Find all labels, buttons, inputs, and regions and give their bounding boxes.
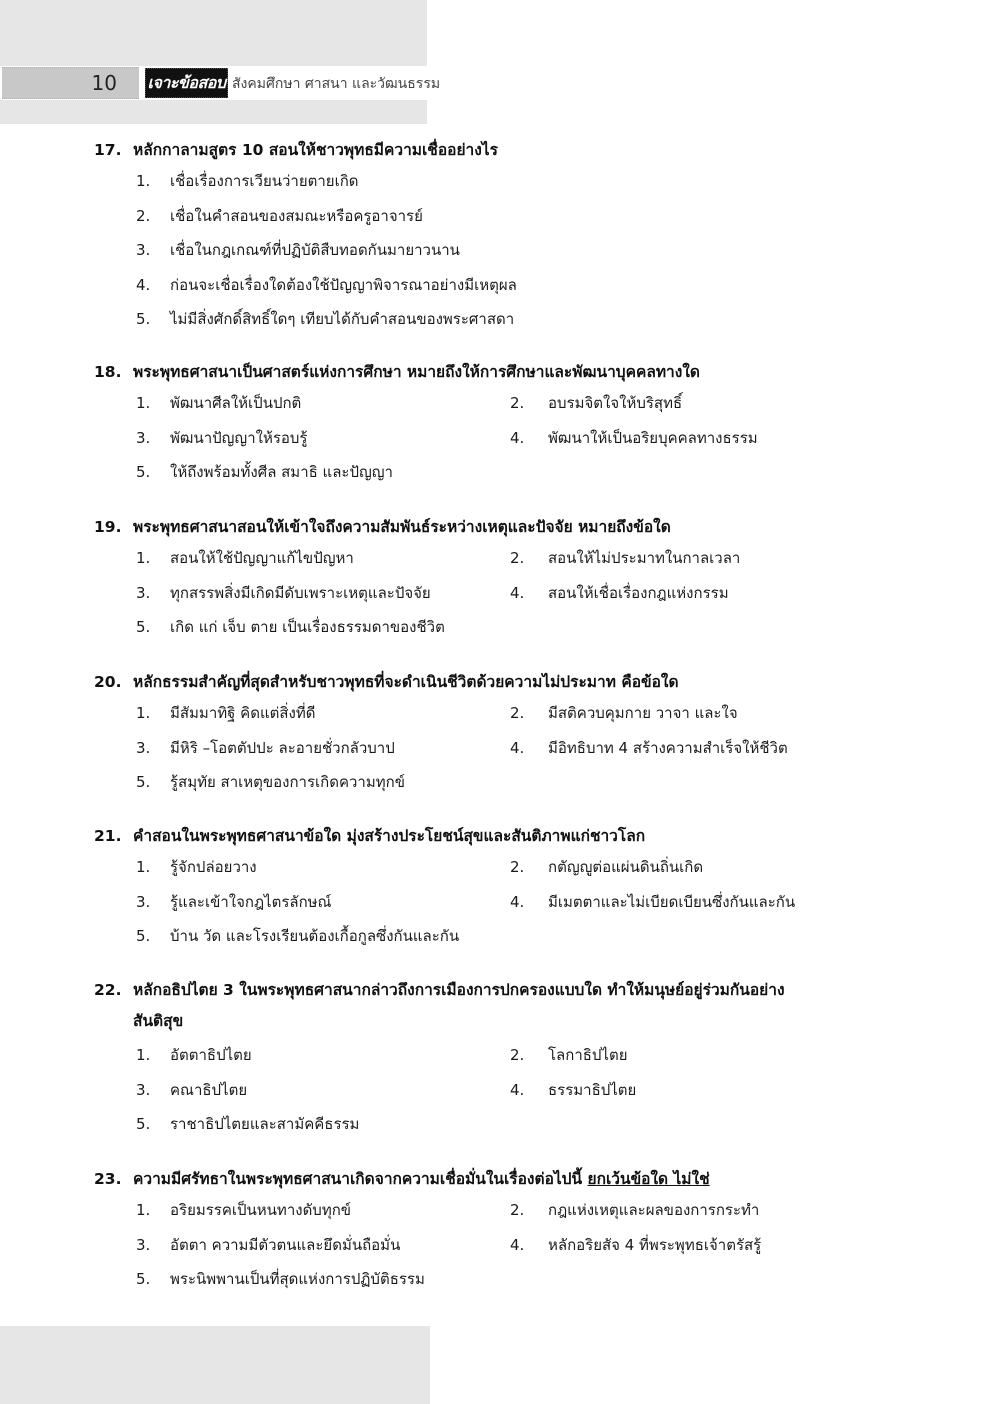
option-row — [0, 541, 992, 576]
option-row — [0, 919, 992, 954]
option-text: สอนให้เชื่อเรื่องกฎแห่งกรรม — [548, 583, 729, 602]
option-text: อบรมจิตใจให้บริสุทธิ์ — [548, 394, 683, 412]
option-number: 3. — [136, 1235, 151, 1254]
question-text: หลักธรรมสำคัญที่สุดสำหรับชาวพุทธที่จะดำเนินชีวิตด้วยความไม่ประมาท คือข้อใด — [133, 673, 679, 691]
option-text: มีเมตตาและไม่เบียดเบียนซึ่งกันและกัน — [548, 892, 796, 911]
option-text: โลกาธิปไตย — [548, 1046, 628, 1064]
option-text: เชื่อในกฎเกณฑ์ที่ปฏิบัติสืบทอดกันมายาวนาน — [170, 241, 460, 259]
question-21 — [0, 822, 992, 954]
option-row — [0, 233, 992, 268]
option-number: 1. — [136, 1201, 151, 1219]
option-number: 4. — [510, 428, 525, 447]
option-row — [0, 1073, 992, 1108]
option-row — [0, 1038, 992, 1073]
option-row — [0, 455, 992, 490]
question-19 — [0, 513, 992, 645]
option-text: ราชาธิปไตยและสามัคคีธรรม — [170, 1115, 360, 1133]
option-row — [0, 731, 992, 766]
option-row — [0, 1193, 992, 1228]
option-number: 2. — [510, 704, 525, 722]
option-number: 4. — [136, 275, 151, 294]
option-row — [0, 1262, 992, 1297]
option-text: รู้สมุทัย สาเหตุของการเกิดความทุกข์ — [170, 773, 405, 791]
option-text: พัฒนาปัญญาให้รอบรู้ — [170, 428, 308, 447]
option-number: 1. — [136, 1046, 151, 1064]
option-number: 4. — [510, 583, 525, 602]
option-row — [0, 386, 992, 421]
question-number: 18. — [94, 363, 122, 381]
question-number: 19. — [94, 518, 122, 536]
option-row — [0, 302, 992, 337]
option-text: ให้ถึงพร้อมทั้งศีล สมาธิ และปัญญา — [170, 463, 393, 481]
option-number: 4. — [510, 892, 525, 911]
question-stem — [0, 358, 992, 386]
question-text-wrapper — [133, 1165, 710, 1193]
option-row — [0, 199, 992, 234]
page-number: 10 — [2, 67, 139, 99]
option-text: สอนให้ใช้ปัญญาแก้ไขปัญหา — [170, 549, 354, 567]
option-row — [0, 610, 992, 645]
option-row — [0, 696, 992, 731]
option-number: 1. — [136, 172, 151, 190]
question-18 — [0, 358, 992, 490]
question-number: 23. — [94, 1170, 122, 1188]
option-text: ธรรมาธิปไตย — [548, 1080, 637, 1099]
option-row — [0, 1228, 992, 1263]
question-text: ความมีศรัทธาในพระพุทธศาสนาเกิดจากความเชื่อมั่นในเรื่องต่อไปนี้ — [133, 1170, 588, 1188]
option-number: 4. — [510, 738, 525, 757]
option-row — [0, 268, 992, 303]
option-number: 2. — [510, 549, 525, 567]
option-text: อัตตา ความมีตัวตนและยึดมั่นถือมั่น — [170, 1235, 401, 1254]
option-text: อริยมรรคเป็นหนทางดับทุกข์ — [170, 1201, 352, 1219]
option-text: พระนิพพานเป็นที่สุดแห่งการปฏิบัติธรรม — [170, 1270, 425, 1288]
option-number: 2. — [510, 1201, 525, 1219]
option-text: เชื่อเรื่องการเวียนว่ายตายเกิด — [170, 172, 359, 190]
option-text: รู้จักปล่อยวาง — [170, 858, 257, 876]
option-row — [0, 421, 992, 456]
question-stem — [0, 822, 992, 850]
option-text: มีสติควบคุมกาย วาจา และใจ — [548, 704, 738, 722]
option-number: 3. — [136, 738, 151, 757]
option-row — [0, 765, 992, 800]
option-text: ก่อนจะเชื่อเรื่องใดต้องใช้ปัญญาพิจารณาอย่างมีเหตุผล — [170, 275, 517, 294]
question-stem — [0, 136, 992, 164]
option-number: 4. — [510, 1235, 525, 1254]
option-number: 3. — [136, 428, 151, 447]
option-number: 5. — [136, 310, 151, 328]
question-22 — [0, 976, 992, 1142]
option-row — [0, 164, 992, 199]
question-text: หลักอธิปไตย 3 ในพระพุทธศาสนากล่าวถึงการเมืองการปกครองแบบใด ทำให้มนุษย์อยู่ร่วมกันอย่าง — [133, 981, 785, 999]
question-text: หลักกาลามสูตร 10 สอนให้ชาวพุทธมีความเชื่ออย่างไร — [133, 141, 498, 159]
option-number: 5. — [136, 773, 151, 791]
question-number: 17. — [94, 141, 122, 159]
question-text: คำสอนในพระพุทธศาสนาข้อใด มุ่งสร้างประโยชน์สุขและสันติภาพแก่ชาวโลก — [133, 827, 646, 845]
option-text: เชื่อในคำสอนของสมณะหรือครูอาจารย์ — [170, 206, 423, 225]
option-text: พัฒนาศีลให้เป็นปกติ — [170, 394, 302, 412]
question-number: 20. — [94, 673, 122, 691]
option-number: 4. — [510, 1080, 525, 1099]
option-text: อัตตาธิปไตย — [170, 1046, 252, 1064]
option-row — [0, 1107, 992, 1142]
option-number: 5. — [136, 1270, 151, 1288]
option-number: 1. — [136, 394, 151, 412]
question-stem — [0, 1165, 992, 1193]
book-logo: เจาะข้อสอบ — [145, 68, 228, 98]
option-number: 2. — [510, 1046, 525, 1064]
option-text: ไม่มีสิ่งศักดิ์สิทธิ์ใดๆ เทียบได้กับคำสอนของพระศาสดา — [170, 310, 515, 328]
option-number: 2. — [136, 206, 151, 225]
book-subtitle: สังคมศึกษา ศาสนา และวัฒนธรรม — [232, 76, 441, 92]
option-number: 1. — [136, 858, 151, 876]
option-text: มีอิทธิบาท 4 สร้างความสำเร็จให้ชีวิต — [548, 738, 788, 757]
option-text: กฎแห่งเหตุและผลของการกระทำ — [548, 1201, 760, 1219]
option-number: 2. — [510, 394, 525, 412]
option-row — [0, 885, 992, 920]
question-number: 22. — [94, 981, 122, 999]
option-number: 2. — [510, 858, 525, 876]
option-text: ทุกสรรพสิ่งมีเกิดมีดับเพราะเหตุและปัจจัย — [170, 583, 431, 602]
option-text: พัฒนาให้เป็นอริยบุคคลทางธรรม — [548, 428, 758, 447]
option-number: 5. — [136, 463, 151, 481]
option-number: 3. — [136, 241, 151, 259]
option-text: รู้และเข้าใจกฎไตรลักษณ์ — [170, 892, 332, 911]
option-number: 5. — [136, 927, 151, 945]
option-text: บ้าน วัด และโรงเรียนต้องเกื้อกูลซึ่งกันและกัน — [170, 927, 460, 945]
question-17 — [0, 136, 992, 337]
option-number: 3. — [136, 1080, 151, 1099]
option-number: 1. — [136, 704, 151, 722]
question-stem — [0, 513, 992, 541]
option-number: 3. — [136, 892, 151, 911]
header-band — [0, 0, 427, 124]
question-23 — [0, 1165, 992, 1297]
question-stem — [0, 668, 992, 696]
question-number: 21. — [94, 827, 122, 845]
option-number: 5. — [136, 618, 151, 636]
option-text: หลักอริยสัจ 4 ที่พระพุทธเจ้าตรัสรู้ — [548, 1235, 762, 1254]
option-text: มีสัมมาทิฐิ คิดแต่สิ่งที่ดี — [170, 704, 316, 722]
option-text: มีหิริ –โอตตัปปะ ละอายชั่วกลัวบาป — [170, 738, 395, 757]
question-text: พระพุทธศาสนาสอนให้เข้าใจถึงความสัมพันธ์ระหว่างเหตุและปัจจัย หมายถึงข้อใด — [133, 518, 671, 536]
option-text: สอนให้ไม่ประมาทในกาลเวลา — [548, 549, 741, 567]
question-text-continuation: สันติสุข — [133, 1012, 184, 1030]
question-emphasis: ยกเว้นข้อใด ไม่ใช่ — [587, 1170, 710, 1188]
option-text: คณาธิปไตย — [170, 1080, 248, 1099]
option-row — [0, 576, 992, 611]
question-stem — [0, 976, 992, 1004]
option-row — [0, 850, 992, 885]
option-number: 3. — [136, 583, 151, 602]
question-text: พระพุทธศาสนาเป็นศาสตร์แห่งการศึกษา หมายถึงให้การศึกษาและพัฒนาบุคคลทางใด — [133, 363, 700, 381]
option-text: เกิด แก่ เจ็บ ตาย เป็นเรื่องธรรมดาของชีวิต — [170, 618, 445, 636]
question-20 — [0, 668, 992, 800]
option-text: กตัญญูต่อแผ่นดินถิ่นเกิด — [548, 858, 704, 876]
option-number: 1. — [136, 549, 151, 567]
option-number: 5. — [136, 1115, 151, 1133]
footer-band — [0, 1326, 430, 1404]
